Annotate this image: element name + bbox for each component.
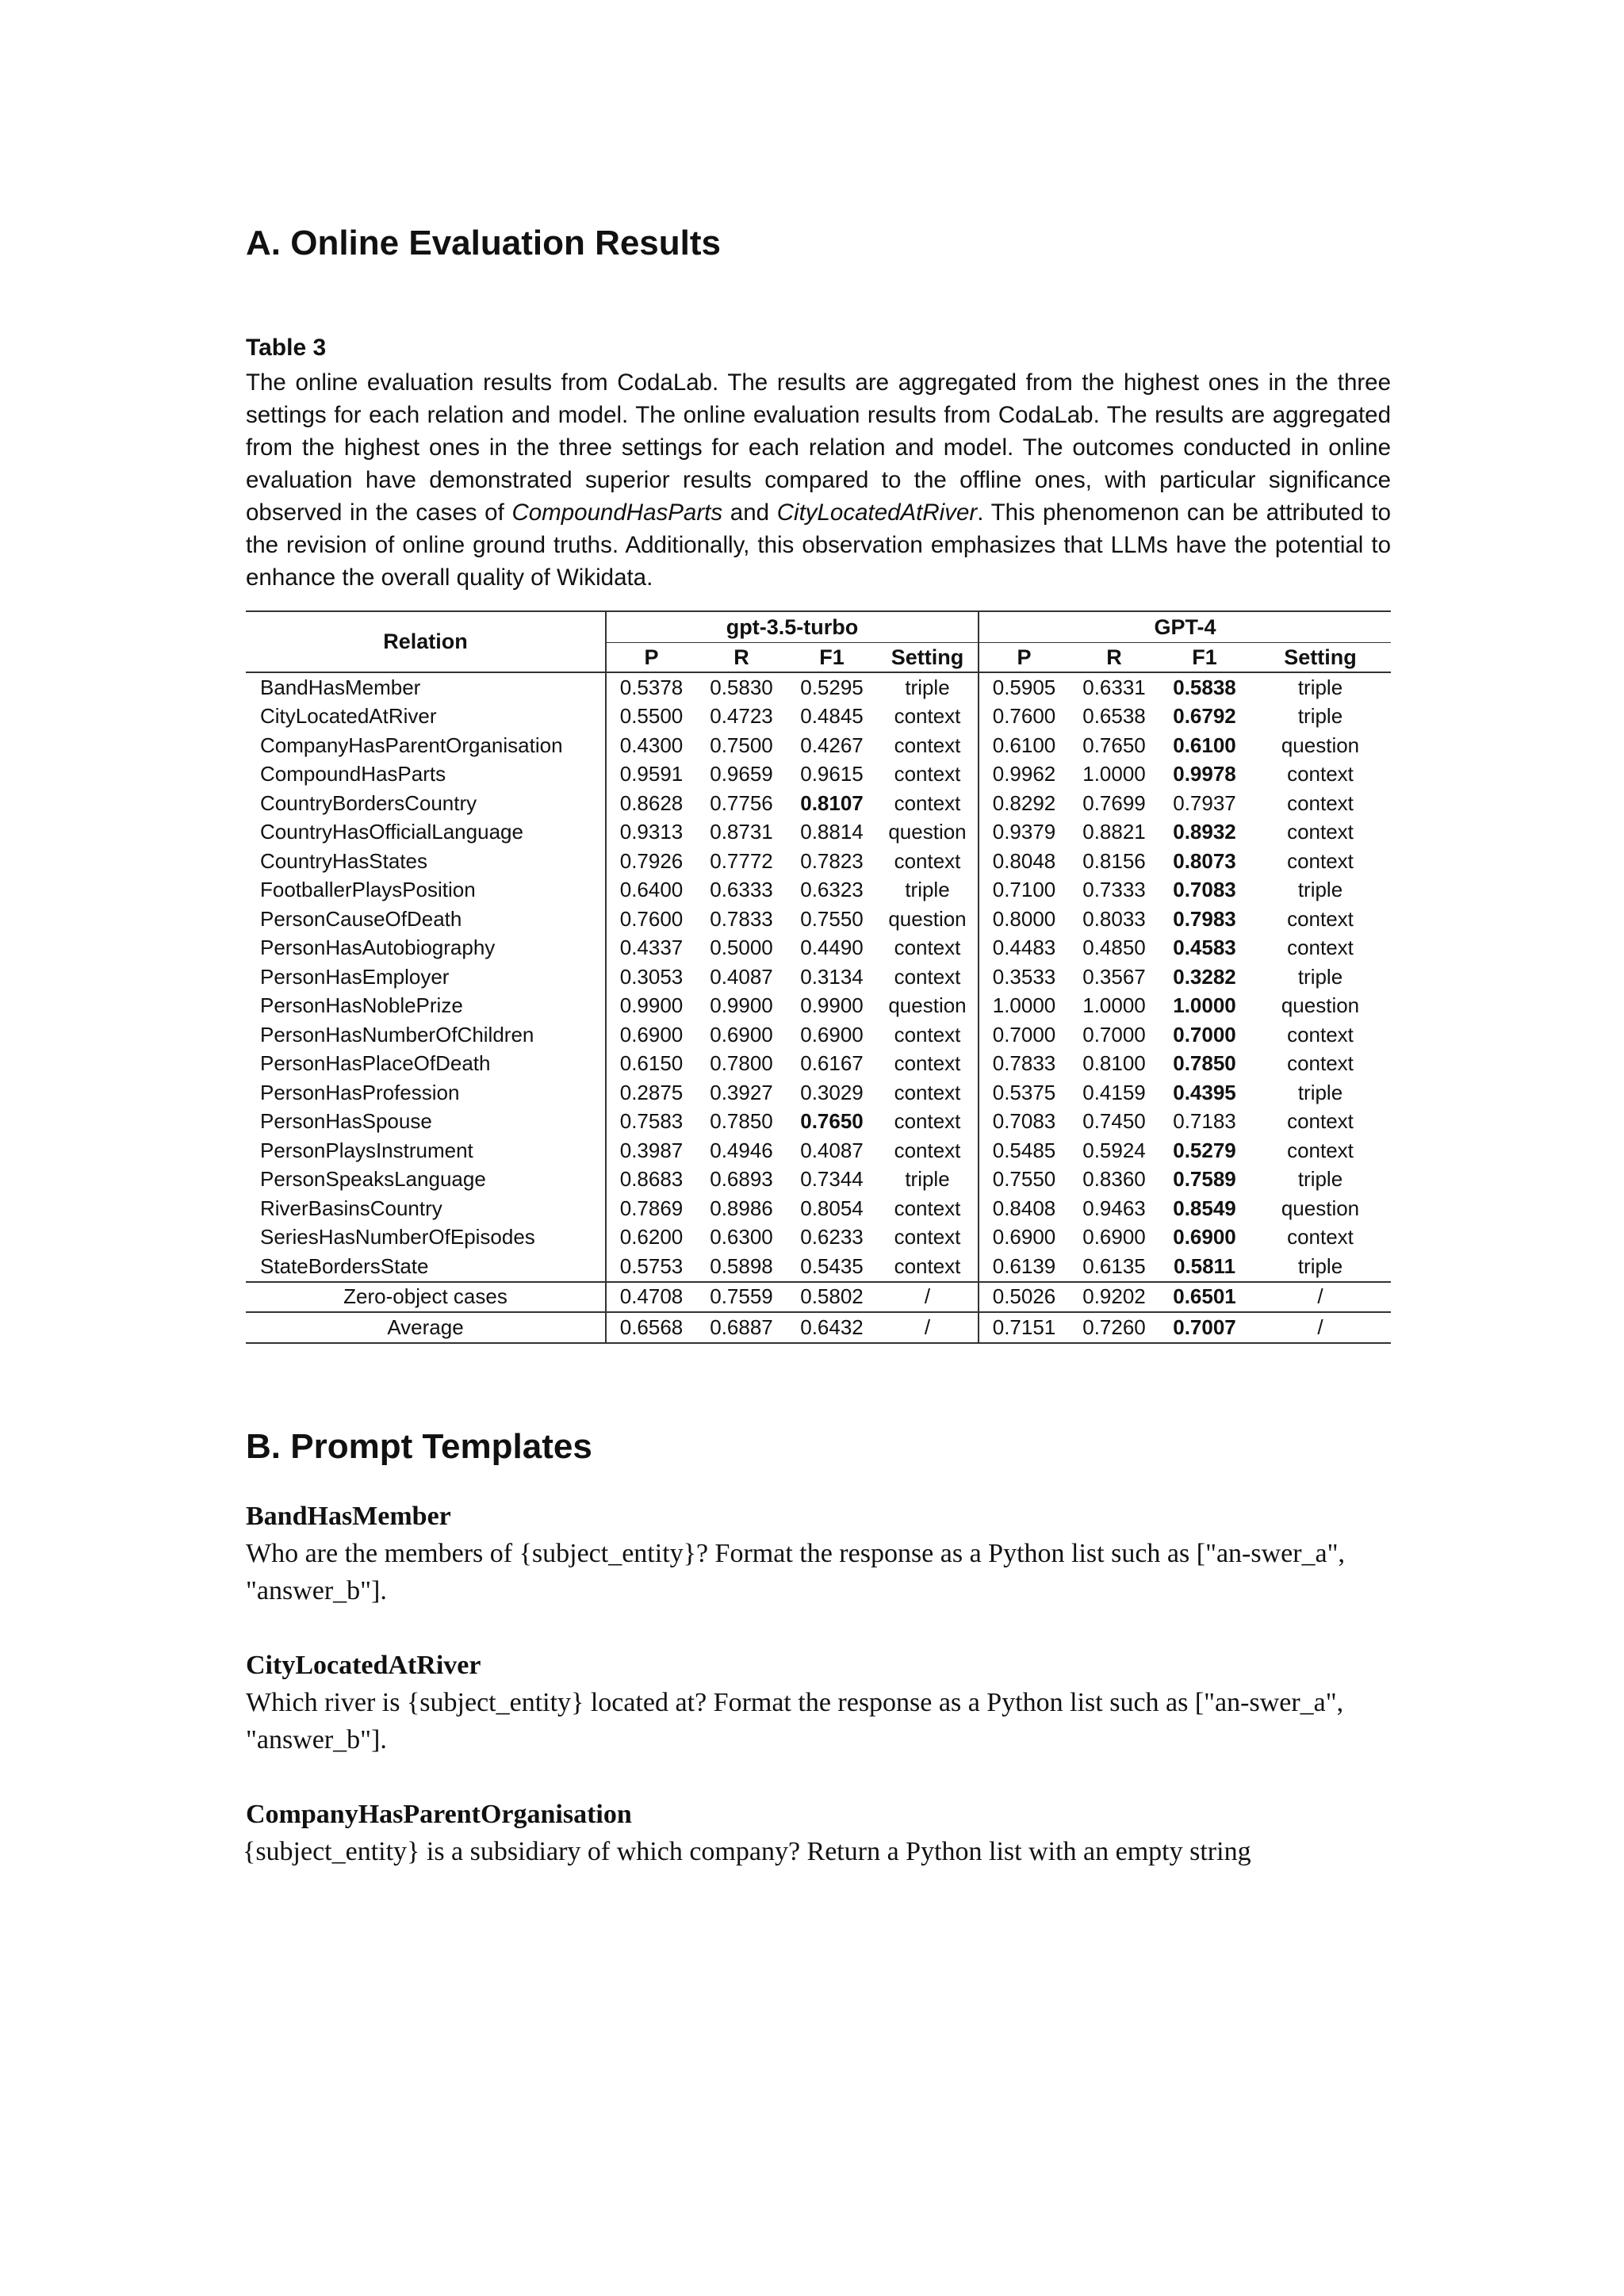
cell-a-p: 0.8628 [606,789,696,818]
cell-a-r: 0.9900 [710,993,773,1018]
relation-header: Relation [246,611,606,672]
template-body: {subject_entity} is a subsidiary of which company? Return a Python list with an empty string [243,1837,1251,1866]
cell-b-p: 0.9379 [979,818,1069,848]
cell-b-f1: 0.6900 [1173,1225,1236,1249]
cell-b-p: 0.8292 [979,789,1069,818]
cell-b-f1: 0.7083 [1173,878,1236,902]
cell-b-p: 0.5375 [979,1078,1069,1108]
col-b-p: P [979,643,1069,673]
cell-a-setting: context [894,733,961,757]
cell-b-p: 0.5905 [979,672,1069,702]
cell-a-r: 0.5898 [710,1253,773,1278]
relation-cell: PersonHasProfession [260,1080,460,1104]
cell-b-setting: context [1287,820,1354,844]
cell-b-f1: 1.0000 [1173,993,1236,1018]
col-a-r: R [696,643,787,673]
cell-a-r: 0.5830 [710,675,773,699]
cell-b-setting: context [1287,790,1354,815]
cell-b-p: 0.8000 [979,905,1069,934]
cell-a-f1: 0.4087 [800,1138,864,1162]
cell-b-r: 0.7450 [1082,1109,1146,1134]
section-b-heading: B. Prompt Templates [246,1427,592,1466]
cell-a-r: 0.7833 [710,906,773,931]
cell-a-r: 0.6300 [710,1225,773,1249]
cell-a-f1: 0.5435 [800,1253,864,1278]
cell-a-r: 0.6900 [710,1022,773,1047]
table-row [246,1108,1391,1137]
cell-a-r: 0.8731 [710,820,773,844]
cell-b-setting: context [1287,936,1354,960]
cell-a-setting: triple [905,1167,950,1192]
cell-b-f1: 0.4395 [1173,1080,1236,1104]
cell-a-setting: context [894,1080,961,1104]
cell-a-p: 0.6200 [606,1223,696,1253]
cell-b-r: 0.5924 [1082,1138,1146,1162]
cell-b-p: 0.5485 [979,1136,1069,1165]
table-row [246,962,1391,992]
cell-a-r: 0.4946 [710,1138,773,1162]
cell-b-f1: 0.8549 [1173,1196,1236,1220]
cell-b-r: 0.8033 [1082,906,1146,931]
relation-cell: PersonHasPlaceOfDeath [260,1051,491,1076]
cell-b-f1: 0.7007 [1159,1312,1250,1343]
cell-a-r: 0.6333 [710,878,773,902]
table-row [246,1078,1391,1108]
caption-text-2: and [722,499,777,526]
cell-a-r: 0.7756 [710,790,773,815]
cell-b-p: 0.8408 [979,1194,1069,1223]
cell-b-setting: question [1281,993,1360,1018]
cell-a-f1: 0.6167 [800,1051,864,1076]
results-table [246,610,1391,1344]
cell-b-setting: triple [1297,1253,1343,1278]
cell-b-r: 0.7333 [1082,878,1146,902]
cell-a-f1: 0.4267 [800,733,864,757]
table-row [246,818,1391,848]
cell-a-f1: 0.5802 [787,1282,877,1313]
cell-b-p: 0.9962 [979,760,1069,790]
cell-b-r: 0.8156 [1082,848,1146,873]
cell-b-f1: 0.9978 [1173,762,1236,786]
cell-b-setting: triple [1297,964,1343,989]
cell-a-r: 0.5000 [710,936,773,960]
cell-b-setting: triple [1297,1167,1343,1192]
cell-a-setting: context [894,1225,961,1249]
cell-a-setting: question [888,820,967,844]
cell-a-r: 0.6887 [696,1312,787,1343]
caption-text-3: . This phenomenon can be attributed to the revision of online ground truths. Additionally, this observation emphasizes that LLMs have the potential to enhance the overall quality of Wikidata. [246,499,1391,591]
cell-a-p: 0.3987 [606,1136,696,1165]
cell-a-f1: 0.8107 [800,790,864,815]
template-title: BandHasMember [246,1502,451,1531]
cell-a-r: 0.3927 [710,1080,773,1104]
cell-b-setting: question [1281,1196,1360,1220]
cell-b-r: 0.8821 [1082,820,1146,844]
model-b-header: GPT-4 [979,611,1391,643]
cell-b-f1: 0.4583 [1173,936,1236,960]
relation-cell: CountryHasStates [260,848,427,873]
cell-b-r: 0.6538 [1082,704,1146,729]
relation-cell: PersonCauseOfDeath [260,906,462,931]
cell-b-r: 0.4159 [1082,1080,1146,1104]
table-row [246,992,1391,1021]
cell-a-setting: triple [905,878,950,902]
cell-a-r: 0.6893 [710,1167,773,1192]
cell-a-r: 0.7850 [710,1109,773,1134]
cell-a-f1: 0.5295 [800,675,864,699]
relation-cell: Average [246,1312,606,1343]
cell-a-f1: 0.7823 [800,848,864,873]
cell-b-f1: 0.7850 [1173,1051,1236,1076]
cell-b-r: 0.6900 [1082,1225,1146,1249]
cell-b-p: 0.7000 [979,1020,1069,1050]
cell-a-p: 0.7869 [606,1194,696,1223]
cell-a-f1: 0.7650 [800,1109,864,1134]
cell-b-r: 0.3567 [1082,964,1146,989]
cell-b-r: 0.9463 [1082,1196,1146,1220]
cell-a-p: 0.4708 [606,1282,696,1313]
cell-a-p: 0.4337 [606,934,696,963]
cell-b-p: 0.7600 [979,702,1069,732]
table-row [246,905,1391,934]
relation-cell: CountryHasOfficialLanguage [260,820,523,844]
cell-b-setting: context [1287,1225,1354,1249]
table-row [246,702,1391,732]
cell-b-f1: 0.5279 [1173,1138,1236,1162]
cell-b-r: 0.8100 [1082,1051,1146,1076]
cell-b-p: 0.7100 [979,876,1069,905]
cell-b-f1: 0.6100 [1173,733,1236,757]
cell-b-setting: context [1287,1109,1354,1134]
relation-cell: CompanyHasParentOrganisation [260,733,563,757]
relation-cell: PersonHasNoblePrize [260,993,463,1018]
cell-b-r: 0.4850 [1082,936,1146,960]
cell-b-p: 0.7550 [979,1165,1069,1195]
table-row [246,731,1391,760]
cell-a-p: 0.7926 [606,847,696,876]
cell-a-p: 0.2875 [606,1078,696,1108]
cell-a-p: 0.3053 [606,962,696,992]
cell-b-setting: context [1287,762,1354,786]
cell-a-p: 0.9313 [606,818,696,848]
cell-b-f1: 0.6501 [1159,1282,1250,1313]
cell-b-setting: triple [1297,675,1343,699]
cell-a-setting: context [894,790,961,815]
cell-a-setting: context [894,762,961,786]
cell-b-f1: 0.5811 [1173,1253,1236,1278]
table-row [246,1165,1391,1195]
template-city-located-at-river [246,1647,1391,1758]
summary-row [246,1282,1391,1313]
cell-a-p: 0.7583 [606,1108,696,1137]
template-title: CityLocatedAtRiver [246,1651,481,1680]
relation-cell: RiverBasinsCountry [260,1196,442,1220]
relation-cell: StateBordersState [260,1253,429,1278]
table-row [246,1050,1391,1079]
cell-b-setting: question [1281,733,1360,757]
cell-b-setting: triple [1297,878,1343,902]
cell-b-setting: context [1287,1138,1354,1162]
cell-b-r: 0.7650 [1082,733,1146,757]
cell-a-setting: question [888,993,967,1018]
cell-a-r: 0.8986 [710,1196,773,1220]
cell-a-r: 0.7772 [710,848,773,873]
cell-a-r: 0.4723 [710,704,773,729]
cell-b-p: 0.4483 [979,934,1069,963]
cell-a-f1: 0.9615 [800,762,864,786]
cell-b-setting: context [1287,848,1354,873]
relation-cell: CompoundHasParts [260,762,446,786]
relation-cell: SeriesHasNumberOfEpisodes [260,1225,535,1249]
cell-b-setting: / [1250,1282,1391,1313]
cell-a-setting: context [894,964,961,989]
col-a-setting: Setting [877,643,979,673]
cell-b-p: 0.6100 [979,731,1069,760]
cell-b-r: 0.7260 [1069,1312,1159,1343]
cell-a-r: 0.7559 [696,1282,787,1313]
cell-a-setting: context [894,704,961,729]
cell-a-p: 0.9900 [606,992,696,1021]
cell-a-f1: 0.9900 [800,993,864,1018]
caption-text-1: The online evaluation results from CodaLab. The results are aggregated from the highest ones in the three settings for each relation and model. The online evaluation results from CodaLab. The results are aggregated from the highest ones in the three settings for each relation and model. The outcomes conducted in online evaluation have demonstrated superior results compared to the offline ones, with particular significance observed in the cases of [246,369,1391,526]
results-body [246,672,1391,1343]
table-row [246,934,1391,963]
cell-b-f1: 0.6792 [1173,704,1236,729]
cell-a-f1: 0.6323 [800,878,864,902]
template-company-has-parent-organisation [243,1797,1391,1870]
cell-b-f1: 0.5838 [1173,675,1236,699]
model-a-header: gpt-3.5-turbo [606,611,979,643]
table-row [246,672,1391,702]
cell-a-p: 0.6150 [606,1050,696,1079]
cell-a-p: 0.6900 [606,1020,696,1050]
table-row [246,1252,1391,1282]
cell-b-setting: triple [1297,1080,1343,1104]
cell-b-p: 0.6900 [979,1223,1069,1253]
relation-cell: PersonSpeaksLanguage [260,1167,486,1192]
cell-a-setting: context [894,1138,961,1162]
cell-a-r: 0.4087 [710,964,773,989]
table-row [246,1136,1391,1165]
cell-a-f1: 0.7344 [800,1167,864,1192]
cell-b-r: 0.6331 [1082,675,1146,699]
cell-b-f1: 0.7589 [1173,1167,1236,1192]
cell-b-r: 1.0000 [1082,993,1146,1018]
cell-b-p: 0.7083 [979,1108,1069,1137]
cell-b-r: 0.9202 [1069,1282,1159,1313]
caption-italic-compound: CompoundHasParts [511,499,723,526]
relation-cell: PersonHasNumberOfChildren [260,1022,534,1047]
table-row [246,1223,1391,1253]
cell-a-r: 0.9659 [710,762,773,786]
table-row [246,876,1391,905]
relation-cell: PersonHasSpouse [260,1109,432,1134]
cell-b-p: 0.7833 [979,1050,1069,1079]
cell-a-setting: context [894,1109,961,1134]
cell-b-r: 0.7699 [1082,790,1146,815]
cell-a-r: 0.7500 [710,733,773,757]
cell-b-setting: / [1250,1312,1391,1343]
summary-row [246,1312,1391,1343]
cell-a-p: 0.5753 [606,1252,696,1282]
template-title: CompanyHasParentOrganisation [246,1800,632,1829]
cell-a-p: 0.9591 [606,760,696,790]
cell-a-p: 0.6568 [606,1312,696,1343]
cell-a-setting: / [877,1312,979,1343]
cell-b-f1: 0.7183 [1173,1109,1236,1134]
cell-a-f1: 0.6900 [800,1022,864,1047]
relation-cell: Zero-object cases [246,1282,606,1313]
cell-a-f1: 0.3029 [800,1080,864,1104]
cell-a-setting: context [894,848,961,873]
cell-b-r: 1.0000 [1082,762,1146,786]
cell-a-setting: / [877,1282,979,1313]
cell-b-setting: triple [1297,704,1343,729]
cell-a-setting: context [894,1022,961,1047]
cell-a-p: 0.6400 [606,876,696,905]
cell-a-p: 0.5500 [606,702,696,732]
relation-cell: PersonPlaysInstrument [260,1138,473,1162]
template-body: Which river is {subject_entity} located at? Format the response as a Python list such as ["an-swer_a", "answer_b"]. [246,1688,1344,1755]
cell-a-setting: context [894,1253,961,1278]
cell-a-f1: 0.4845 [800,704,864,729]
cell-a-setting: context [894,1051,961,1076]
table-row [246,847,1391,876]
cell-b-setting: context [1287,1022,1354,1047]
cell-a-p: 0.4300 [606,731,696,760]
cell-a-p: 0.7600 [606,905,696,934]
col-a-p: P [606,643,696,673]
cell-a-f1: 0.4490 [800,936,864,960]
cell-a-setting: triple [905,675,950,699]
cell-b-f1: 0.8932 [1173,820,1236,844]
cell-a-f1: 0.6432 [787,1312,877,1343]
section-a-heading: A. Online Evaluation Results [246,224,722,262]
cell-b-f1: 0.3282 [1173,964,1236,989]
table-row [246,1194,1391,1223]
table-row [246,1020,1391,1050]
cell-b-f1: 0.8073 [1173,848,1236,873]
cell-a-r: 0.7800 [710,1051,773,1076]
template-band-has-member [246,1498,1391,1609]
col-b-r: R [1069,643,1159,673]
table-row [246,789,1391,818]
col-b-setting: Setting [1250,643,1391,673]
cell-b-r: 0.8360 [1082,1167,1146,1192]
table-caption-label: Table 3 [246,335,327,361]
cell-b-f1: 0.7000 [1173,1022,1236,1047]
cell-b-setting: context [1287,906,1354,931]
cell-a-f1: 0.6233 [800,1225,864,1249]
cell-b-r: 0.7000 [1082,1022,1146,1047]
cell-b-f1: 0.7937 [1173,790,1236,815]
cell-a-f1: 0.3134 [800,964,864,989]
cell-a-setting: context [894,936,961,960]
cell-b-p: 0.6139 [979,1252,1069,1282]
cell-b-p: 1.0000 [979,992,1069,1021]
cell-a-p: 0.5378 [606,672,696,702]
cell-b-p: 0.5026 [979,1282,1069,1313]
cell-a-p: 0.8683 [606,1165,696,1195]
cell-b-p: 0.3533 [979,962,1069,992]
cell-b-p: 0.8048 [979,847,1069,876]
relation-cell: BandHasMember [260,675,421,699]
table-caption [246,366,1391,594]
relation-cell: FootballerPlaysPosition [260,878,476,902]
cell-b-f1: 0.7983 [1173,906,1236,931]
col-a-f1: F1 [787,643,877,673]
template-body: Who are the members of {subject_entity}? Format the response as a Python list such as ["an-swer_a", "answer_b"]. [246,1539,1346,1605]
cell-a-setting: question [888,906,967,931]
col-b-f1: F1 [1159,643,1250,673]
cell-a-f1: 0.7550 [800,906,864,931]
cell-b-r: 0.6135 [1082,1253,1146,1278]
cell-a-setting: context [894,1196,961,1220]
cell-b-setting: context [1287,1051,1354,1076]
relation-cell: PersonHasAutobiography [260,936,496,960]
relation-cell: CountryBordersCountry [260,790,477,815]
caption-italic-city: CityLocatedAtRiver [776,499,978,526]
cell-b-p: 0.7151 [979,1312,1069,1343]
cell-a-f1: 0.8054 [800,1196,864,1220]
relation-cell: PersonHasEmployer [260,964,450,989]
cell-a-f1: 0.8814 [800,820,864,844]
relation-cell: CityLocatedAtRiver [260,704,437,729]
table-row [246,760,1391,790]
